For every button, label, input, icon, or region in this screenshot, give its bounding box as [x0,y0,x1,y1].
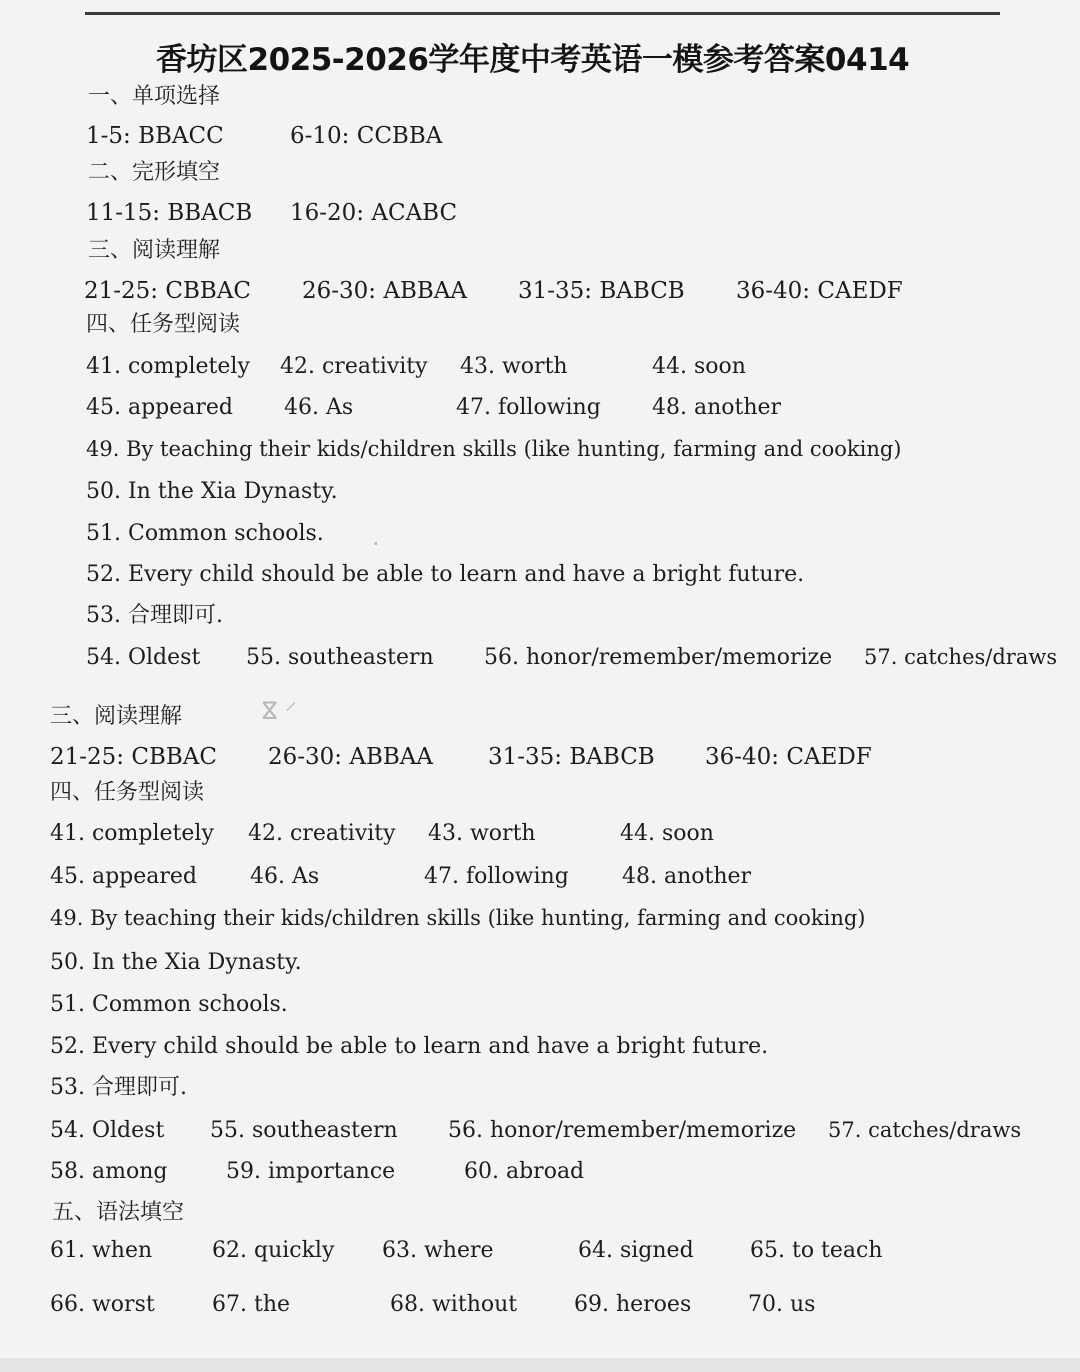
answer-group: 31-35: BABCB [488,744,655,770]
section-heading-task-reading: 四、任务型阅读 [86,312,241,337]
section-heading-single-choice: 一、单项选择 [88,84,221,109]
answer-53-2: 53. 合理即可. [50,1075,187,1100]
answer-item: 41. completely [86,354,250,379]
answer-item: 46. As [284,395,354,420]
answer-item: 56. honor/remember/memorize [484,645,833,670]
scan-smudge: ⴵ ⸍ [262,697,297,725]
answer-49: 49. By teaching their kids/children skills (like hunting, farming and cooking) [86,437,902,461]
answer-52-2: 52. Every child should be able to learn and have a bright future. [50,1034,769,1059]
answer-group: 31-35: BABCB [518,278,685,304]
answer-item: 61. when [50,1238,153,1263]
answer-item: 42. creativity [280,354,428,379]
scan-smudge: · [372,530,380,558]
answer-49-2: 49. By teaching their kids/children skills (like hunting, farming and cooking) [50,906,866,930]
answer-51-2: 51. Common schools. [50,992,288,1017]
answer-item: 62. quickly [212,1238,335,1263]
answer-item: 48. another [622,864,752,889]
section-heading-cloze: 二、完形填空 [88,160,221,185]
answer-item: 54. Oldest [86,645,201,670]
answer-item: 65. to teach [750,1238,883,1263]
answer-item: 68. without [390,1292,518,1317]
answer-group: 36-40: CAEDF [736,278,903,304]
answer-item: 46. As [250,864,320,889]
answer-item: 67. the [212,1292,291,1317]
answer-item: 55. southeastern [210,1118,398,1143]
answer-item: 45. appeared [50,864,198,889]
answer-50-2: 50. In the Xia Dynasty. [50,950,302,975]
answer-item: 45. appeared [86,395,234,420]
answer-item: 47. following [456,395,601,420]
answer-item: 56. honor/remember/memorize [448,1118,797,1143]
answer-group: 36-40: CAEDF [705,744,872,770]
answer-item: 43. worth [428,821,536,846]
answer-item: 44. soon [620,821,714,846]
section-heading-reading-2: 三、阅读理解 [50,704,183,729]
answer-group: 21-25: CBBAC [84,278,251,304]
section-heading-grammar: 五、语法填空 [52,1200,185,1225]
answer-53: 53. 合理即可. [86,603,223,628]
answer-item: 59. importance [226,1159,396,1184]
answer-item: 58. among [50,1159,168,1184]
answer-item: 57. catches/draws [864,645,1058,669]
answer-50: 50. In the Xia Dynasty. [86,479,338,504]
answer-item: 70. us [748,1292,816,1317]
answer-item: 44. soon [652,354,746,379]
answer-item: 69. heroes [574,1292,692,1317]
page-title: 香坊区2025-2026学年度中考英语一模参考答案0414 [156,42,910,78]
answer-item: 43. worth [460,354,568,379]
answer-item: 63. where [382,1238,494,1263]
answer-item: 48. another [652,395,782,420]
answer-item: 47. following [424,864,569,889]
answer-item: 41. completely [50,821,214,846]
scan-bottom-edge [0,1358,1080,1372]
answer-52: 52. Every child should be able to learn and have a bright future. [86,562,805,587]
answer-51: 51. Common schools. [86,521,324,546]
answer-item: 64. signed [578,1238,694,1263]
answer-item: 66. worst [50,1292,155,1317]
answer-item: 60. abroad [464,1159,585,1184]
answer-item: 42. creativity [248,821,396,846]
answer-group: 21-25: CBBAC [50,744,217,770]
answer-group: 16-20: ACABC [290,200,458,226]
answer-group: 1-5: BBACC [86,123,224,149]
answer-group: 6-10: CCBBA [290,123,443,149]
section-heading-task-reading-2: 四、任务型阅读 [50,780,205,805]
answer-item: 57. catches/draws [828,1118,1022,1142]
answer-item: 55. southeastern [246,645,434,670]
section-heading-reading: 三、阅读理解 [88,238,221,263]
answer-group: 26-30: ABBAA [268,744,433,770]
top-rule [85,12,1000,15]
answer-group: 11-15: BBACB [86,200,253,226]
answer-group: 26-30: ABBAA [302,278,467,304]
answer-item: 54. Oldest [50,1118,165,1143]
